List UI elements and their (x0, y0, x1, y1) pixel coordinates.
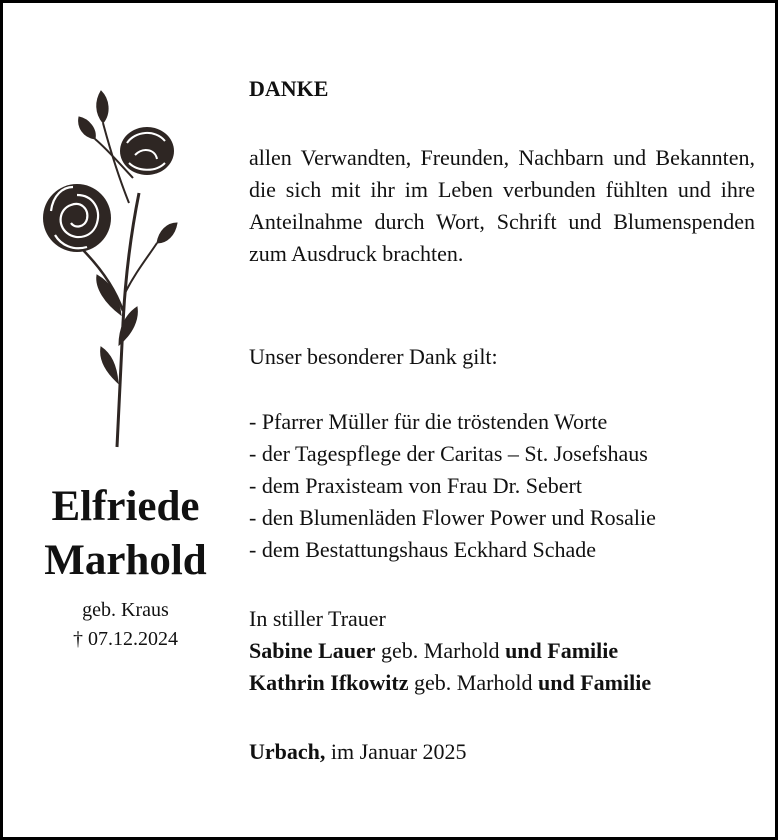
special-thanks-list (249, 406, 755, 566)
rose-icon (39, 83, 199, 451)
mourner-birth-name: geb. Marhold (375, 638, 506, 663)
deceased-last-name: Marhold (44, 537, 207, 584)
deceased-first-name: Elfriede (51, 483, 200, 530)
list-item: - dem Praxisteam von Frau Dr. Sebert (249, 473, 582, 498)
list-item: - Pfarrer Müller für die tröstenden Worte (249, 409, 608, 434)
date: im Januar 2025 (325, 739, 467, 764)
mourner-suffix: und Familie (505, 638, 619, 663)
place: Urbach, (249, 739, 326, 764)
list-item: - der Tagespflege der Caritas – St. Josefshaus (249, 441, 648, 466)
mourner-name: Kathrin Ifkowitz (249, 670, 409, 695)
deceased-birth-name: geb. Kraus (82, 599, 169, 621)
mourner-name: Sabine Lauer (249, 638, 376, 663)
list-item: - den Blumenläden Flower Power und Rosalie (249, 505, 656, 530)
deceased-death-date: † 07.12.2024 (73, 628, 178, 650)
heading: DANKE (249, 76, 329, 101)
special-thanks-intro: Unser besonderer Dank gilt: (249, 344, 498, 369)
mourner-suffix: und Familie (538, 670, 652, 695)
thanks-paragraph: allen Verwandten, Freunden, Nachbarn und Bekannten, die sich mit ihr im Leben verbunden fühlten und ihre Anteilnahme durch Wort, Schrift und Blumenspenden zum Ausdruck brachten. (249, 145, 755, 266)
mourner-line (249, 635, 755, 667)
location-date (249, 736, 755, 768)
list-item: - dem Bestattungshaus Eckhard Schade (249, 537, 597, 562)
mourner-line (249, 667, 755, 699)
mourner-birth-name: geb. Marhold (408, 670, 539, 695)
mourning-intro: In stiller Trauer (249, 606, 386, 631)
mourning-block (249, 603, 755, 699)
